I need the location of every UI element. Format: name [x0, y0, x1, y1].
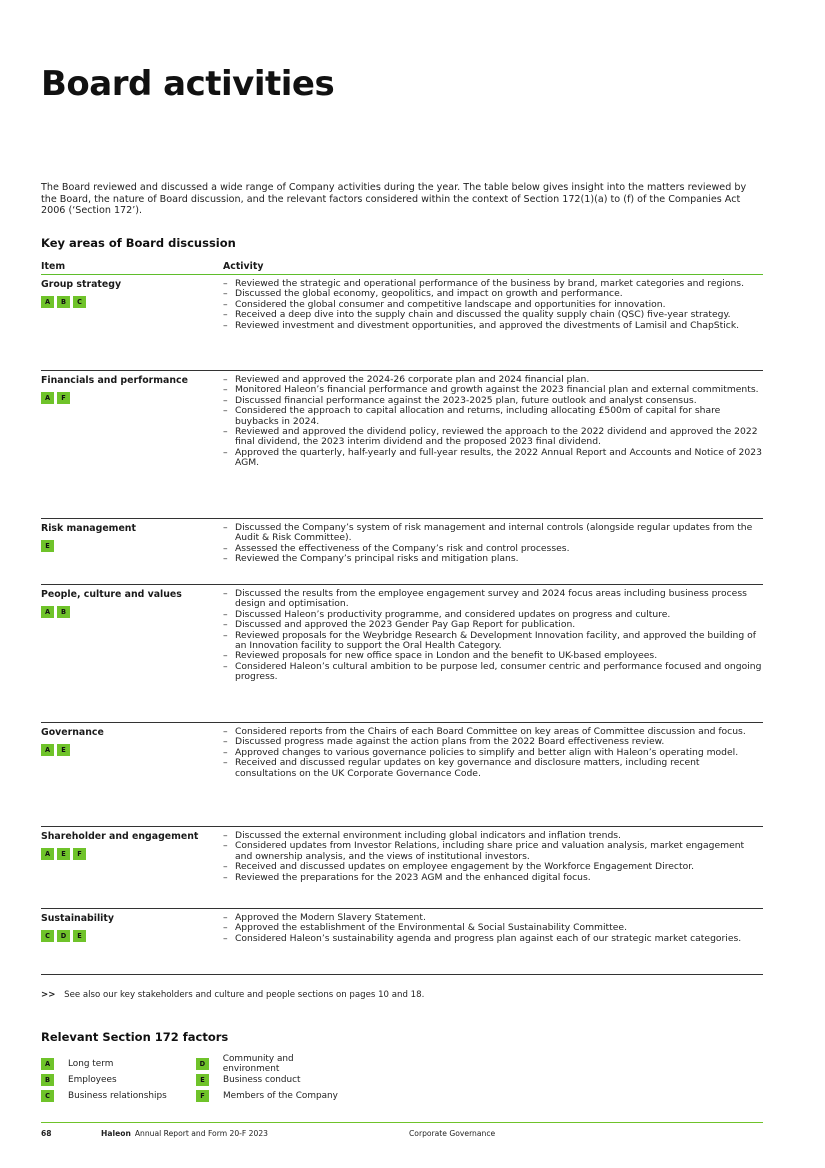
activity-list — [223, 589, 763, 722]
activity-item: – Considered updates from Investor Relations, including share price and valuation analysis, market engagement and ownership analysis, and the views of institutional investors. — [223, 841, 763, 862]
factor-label: Business relationships — [68, 1091, 167, 1101]
footer-brand — [101, 1129, 268, 1138]
activity-item: – Discussed financial performance against the 2023-2025 plan, future outlook and analyst consensus. — [223, 396, 763, 406]
activity-list — [223, 913, 763, 974]
activity-item: – Discussed the global economy, geopolitics, and impact on growth and performance. — [223, 289, 763, 299]
factor-label: Business conduct — [223, 1075, 301, 1085]
activity-item: – Discussed the results from the employee engagement survey and 2024 focus areas including business process design and optimisation. — [223, 589, 763, 610]
activity-item: – Reviewed investment and divestment opportunities, and approved the divestments of Lamisil and ChapStick. — [223, 321, 763, 331]
factor-code: B — [41, 1074, 54, 1086]
page-footer — [41, 1122, 763, 1138]
row-item — [41, 727, 223, 826]
activity-item: – Received a deep dive into the supply chain and discussed the quality supply chain (QSC) five-year strategy. — [223, 310, 763, 320]
key-areas-heading: Key areas of Board discussion — [41, 236, 236, 250]
factor-code: C — [41, 1090, 54, 1102]
activity-item: – Discussed the external environment including global indicators and inflation trends. — [223, 831, 763, 841]
activity-item: – Reviewed the strategic and operational performance of the business by brand, market categories and regions. — [223, 279, 763, 289]
factor-code: D — [196, 1058, 209, 1070]
factor-label: Community and environment — [222, 1054, 294, 1074]
factor-entry — [196, 1072, 351, 1088]
factor-column — [196, 1056, 351, 1104]
factor-tag: D — [57, 930, 70, 942]
row-item — [41, 589, 223, 722]
factor-tag: B — [57, 296, 70, 308]
factors-legend — [41, 1056, 351, 1104]
factor-code: E — [196, 1074, 209, 1086]
factor-tag: C — [73, 296, 86, 308]
factor-tag: C — [41, 930, 54, 942]
factor-tag: E — [57, 848, 70, 860]
row-item-title: Financials and performance — [41, 375, 188, 386]
factor-tags — [41, 744, 223, 756]
page-number: 68 — [41, 1129, 52, 1138]
factor-entry — [41, 1088, 196, 1104]
activity-item: – Reviewed the preparations for the 2023 AGM and the enhanced digital focus. — [223, 873, 763, 883]
activity-item: – Discussed Haleon’s productivity programme, and considered updates on progress and culture. — [223, 610, 763, 620]
factor-label: Long term — [68, 1059, 114, 1069]
factor-tags — [41, 392, 223, 404]
brand-name: Haleon — [101, 1129, 131, 1138]
activity-item: – Considered Haleon’s sustainability agenda and progress plan against each of our strategic market categories. — [223, 934, 763, 944]
board-activities-table — [41, 258, 763, 975]
activity-list — [223, 279, 763, 370]
row-item — [41, 523, 223, 584]
activity-item: – Considered the approach to capital allocation and returns, including allocating £500m of capital for share buybacks in 2024. — [223, 406, 763, 427]
factor-tag: F — [57, 392, 70, 404]
intro-paragraph: The Board reviewed and discussed a wide range of Company activities during the year. The table below gives insight into the matters reviewed by the Board, the nature of Board discussion, and the relevant factors considered within the context of Section 172(1)(a) to (f) of the Companies Act 2006 (‘Section 172’). — [41, 182, 747, 216]
row-item — [41, 279, 223, 370]
factor-column — [41, 1056, 196, 1104]
activity-item: – Reviewed proposals for new office space in London and the benefit to UK-based employees. — [223, 651, 763, 661]
factor-entry — [41, 1072, 196, 1088]
factor-tag: E — [41, 540, 54, 552]
report-name: Annual Report and Form 20-F 2023 — [134, 1129, 269, 1138]
factor-label: Members of the Company — [223, 1091, 338, 1101]
factor-tags — [41, 540, 223, 552]
row-item-title: Sustainability — [41, 913, 114, 924]
activity-item: – Reviewed and approved the dividend policy, reviewed the approach to the 2022 dividend and approved the 2022 final dividend, the 2023 interim dividend and the proposed 2023 final dividend. — [223, 427, 763, 448]
activity-item: – Discussed progress made against the action plans from the 2022 Board effectiveness review. — [223, 737, 763, 747]
factor-tag: E — [57, 744, 70, 756]
activity-list — [223, 831, 763, 908]
header-activity: Activity — [223, 260, 264, 272]
row-item-title: People, culture and values — [41, 589, 182, 600]
activity-item: – Received and discussed updates on employee engagement by the Workforce Engagement Director. — [223, 862, 763, 872]
factor-tags — [41, 606, 223, 618]
activity-item: – Considered Haleon’s cultural ambition to be purpose led, consumer centric and performance focused and ongoing progress. — [223, 662, 763, 683]
activity-item: – Monitored Haleon’s financial performance and growth against the 2023 financial plan and external commitments. — [223, 385, 763, 395]
see-also-note — [41, 990, 424, 1000]
activity-item: – Reviewed and approved the 2024-26 corporate plan and 2024 financial plan. — [223, 375, 763, 385]
factor-tag: A — [41, 296, 54, 308]
table-header — [41, 258, 763, 275]
activity-item: – Approved changes to various governance policies to simplify and better align with Haleon’s operating model. — [223, 748, 763, 758]
factors-heading: Relevant Section 172 factors — [41, 1030, 229, 1044]
activity-item: – Considered the global consumer and competitive landscape and opportunities for innovation. — [223, 300, 763, 310]
activity-item: – Approved the Modern Slavery Statement. — [223, 913, 763, 923]
see-also-marker: >> — [41, 990, 56, 1000]
activity-item: – Received and discussed regular updates on key governance and disclosure matters, including recent consultations on the UK Corporate Governance Code. — [223, 758, 763, 779]
activity-item: – Reviewed the Company’s principal risks and mitigation plans. — [223, 554, 763, 564]
activity-item: – Assessed the effectiveness of the Company’s risk and control processes. — [223, 544, 763, 554]
table-row — [41, 585, 763, 723]
table-row — [41, 909, 763, 975]
factor-code: A — [41, 1058, 54, 1070]
activity-list — [223, 523, 763, 584]
table-body — [41, 275, 763, 975]
table-row — [41, 275, 763, 371]
row-item — [41, 375, 223, 518]
factor-entry — [196, 1056, 351, 1072]
table-row — [41, 827, 763, 909]
factor-tag: A — [41, 848, 54, 860]
row-item-title: Group strategy — [41, 279, 122, 290]
factor-tag: A — [41, 744, 54, 756]
factor-tag: A — [41, 606, 54, 618]
factor-tags — [41, 848, 223, 860]
table-row — [41, 519, 763, 585]
activity-item: – Discussed and approved the 2023 Gender Pay Gap Report for publication. — [223, 620, 763, 630]
see-also-text: See also our key stakeholders and culture and people sections on pages 10 and 18. — [64, 990, 425, 1000]
row-item — [41, 831, 223, 908]
page-title: Board activities — [41, 64, 335, 104]
row-item-title: Governance — [41, 727, 104, 738]
factor-entry — [196, 1088, 351, 1104]
factor-tag: A — [41, 392, 54, 404]
header-item: Item — [41, 260, 66, 272]
row-item-title: Shareholder and engagement — [41, 831, 199, 842]
factor-tag: F — [73, 848, 86, 860]
factor-tags — [41, 930, 223, 942]
activity-item: – Approved the quarterly, half-yearly and full-year results, the 2022 Annual Report and Accounts and Notice of 2023 AGM. — [223, 448, 763, 469]
activity-item: – Reviewed proposals for the Weybridge Research & Development Innovation facility, and approved the building of an Innovation facility to support the Oral Health Category. — [223, 631, 763, 652]
factor-entry — [41, 1056, 196, 1072]
row-item-title: Risk management — [41, 523, 136, 534]
activity-item: – Considered reports from the Chairs of each Board Committee on key areas of Committee discussion and focus. — [223, 727, 763, 737]
factor-tag: E — [73, 930, 86, 942]
factor-tag: B — [57, 606, 70, 618]
table-row — [41, 371, 763, 519]
activity-list — [223, 375, 763, 518]
activity-item: – Discussed the Company’s system of risk management and internal controls (alongside regular updates from the Audit & Risk Committee). — [223, 523, 763, 544]
factor-code: F — [196, 1090, 209, 1102]
activity-item: – Approved the establishment of the Environmental & Social Sustainability Committee. — [223, 923, 763, 933]
factor-label: Employees — [68, 1075, 117, 1085]
table-row — [41, 723, 763, 827]
factor-tags — [41, 296, 223, 308]
row-item — [41, 913, 223, 974]
activity-list — [223, 727, 763, 826]
footer-section: Corporate Governance — [409, 1129, 496, 1138]
